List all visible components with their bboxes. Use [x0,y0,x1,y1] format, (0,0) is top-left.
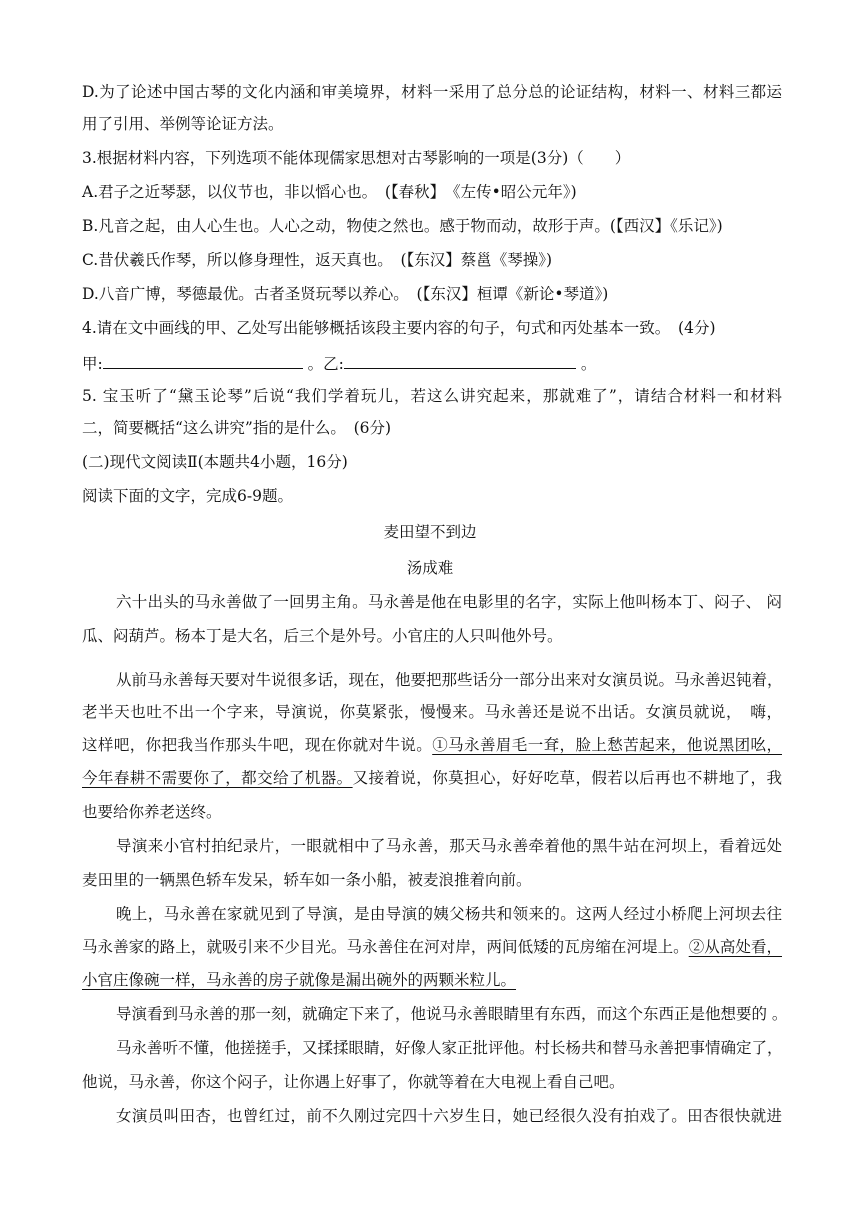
paragraph-1-line2: 瓜、闷葫芦。杨本丁是大名，后三个是外号。小官庄的人只叫他外号。 [82,627,563,645]
question-4-answer-line [82,352,782,374]
question-5-line1: 5. 宝玉听了“黛玉论琴”后说“我们学着玩儿，若这么讲究起来，那就难了”，请结合材料一和材料 [82,387,782,405]
paragraph-4-line2 [82,937,782,957]
question-5-line2: 二，简要概括“这么讲究”指的是什么。 (6分) [82,419,392,437]
question-3-option-b: B.凡音之起，由人心生也。人心之动，物使之然也。感于物而动，故形于声。(【西汉】《乐记》) [82,217,723,235]
paragraph-4-line1: 晚上，马永善在家就见到了导演，是由导演的姨父杨共和领来的。这两人经过小桥爬上河坝去往 [116,905,782,923]
underlined-sentence-1b: 今年春耕不需要你了，都交给了机器。 [82,769,353,787]
paragraph-2-line5: 也要给你养老送终。 [82,803,222,821]
option-d-text-line2: 用了引用、举例等论证方法。 [82,115,284,133]
answer-end-mark: 。 [580,355,597,373]
question-3-option-a: A.君子之近琴瑟，以仪节也，非以慆心也。 (【春秋】 《左传•昭公元年》) [82,183,577,201]
paragraph-3-line2: 麦田里的一辆黑色轿车发呆，轿车如一条小船，被麦浪推着向前。 [82,871,532,889]
answer-blank-jia[interactable] [103,352,303,369]
paragraph-2-line3 [82,735,782,755]
paragraph-2-line3-plain: 这样吧，你把我当作那头牛吧，现在你就对牛说。 [82,736,433,754]
underlined-sentence-2b: 小官庄像碗一样，马永善的房子就像是漏出碗外的两颗米粒儿。 [82,971,517,989]
answer-blank-yi[interactable] [344,352,576,369]
paragraph-7-line1: 女演员叫田杏，也曾红过，前不久刚过完四十六岁生日，她已经很久没有拍戏了。田杏很快就进 [116,1107,782,1125]
paragraph-6-line1: 马永善听不懂，他搓搓手，又揉揉眼睛，好像人家正批评他。村长杨共和替马永善把事情确定了， [116,1039,783,1057]
paragraph-6-line2: 他说，马永善，你这个闷子，让你遇上好事了，你就等着在大电视上看自己吧。 [82,1073,625,1091]
paragraph-4-line2-plain: 马永善家的路上，就吸引来不少目光。马永善住在河对岸，两间低矮的瓦房缩在河堤上。 [82,938,689,956]
paragraph-1-line1: 六十出头的马永善做了一回男主角。马永善是他在电影里的名字，实际上他叫杨本丁、闷子、 闷 [116,593,782,611]
question-3-option-d: D.八音广博，琴德最优。古者圣贤玩琴以养心。 (【东汉】桓谭《新论•琴道》) [82,285,609,303]
story-title: 麦田望不到边 [383,523,477,541]
reading-instruction: 阅读下面的文字，完成6-9题。 [82,487,293,505]
paragraph-2-line4-plain: 又接着说，你莫担心，好好吃草，假若以后再也不耕地了，我 [352,769,782,787]
paragraph-2-line4 [82,768,782,788]
paragraph-5: 导演看到马永善的那一刻，就确定下来了，他说马永善眼睛里有东西，而这个东西正是他想要的 。 [116,1005,788,1023]
answer-label-yi: 。乙: [307,355,344,373]
paragraph-3-line1: 导演来小官村拍纪录片，一眼就相中了马永善，那天马永善牵着他的黑牛站在河坝上，看着远处 [116,837,782,855]
story-author: 汤成难 [406,559,454,577]
paragraph-2-line2: 老半天也吐不出一个字来，导演说，你莫紧张，慢慢来。马永善还是说不出话。女演员就说， 嗨， [82,703,782,721]
option-d-text-line1: D.为了论述中国古琴的文化内涵和审美境界，材料一采用了总分总的论证结构，材料一、材料三都运 [82,83,782,101]
section-heading: (二)现代文阅读Ⅱ(本题共4小题，16分) [82,453,348,471]
question-3: 3.根据材料内容，下列选项不能体现儒家思想对古琴影响的一项是(3分)（ ） [82,149,631,167]
paragraph-4-line3 [82,970,782,990]
underlined-sentence-1a: ①马永善眉毛一耷，脸上愁苦起来，他说黑团吆， [432,736,782,754]
question-4: 4.请在文中画线的甲、乙处写出能够概括该段主要内容的句子，句式和丙处基本一致。 (4分) [82,319,716,337]
answer-label-jia: 甲: [82,355,103,373]
paragraph-2-line1: 从前马永善每天要对牛说很多话，现在，他要把那些话分一部分出来对女演员说。马永善迟钝着， [116,671,783,689]
question-3-option-c: C.昔伏羲氏作琴，所以修身理性，返天真也。 (【东汉】蔡邕《琴操》) [82,251,553,269]
underlined-sentence-2a: ②从高处看， [688,938,782,956]
